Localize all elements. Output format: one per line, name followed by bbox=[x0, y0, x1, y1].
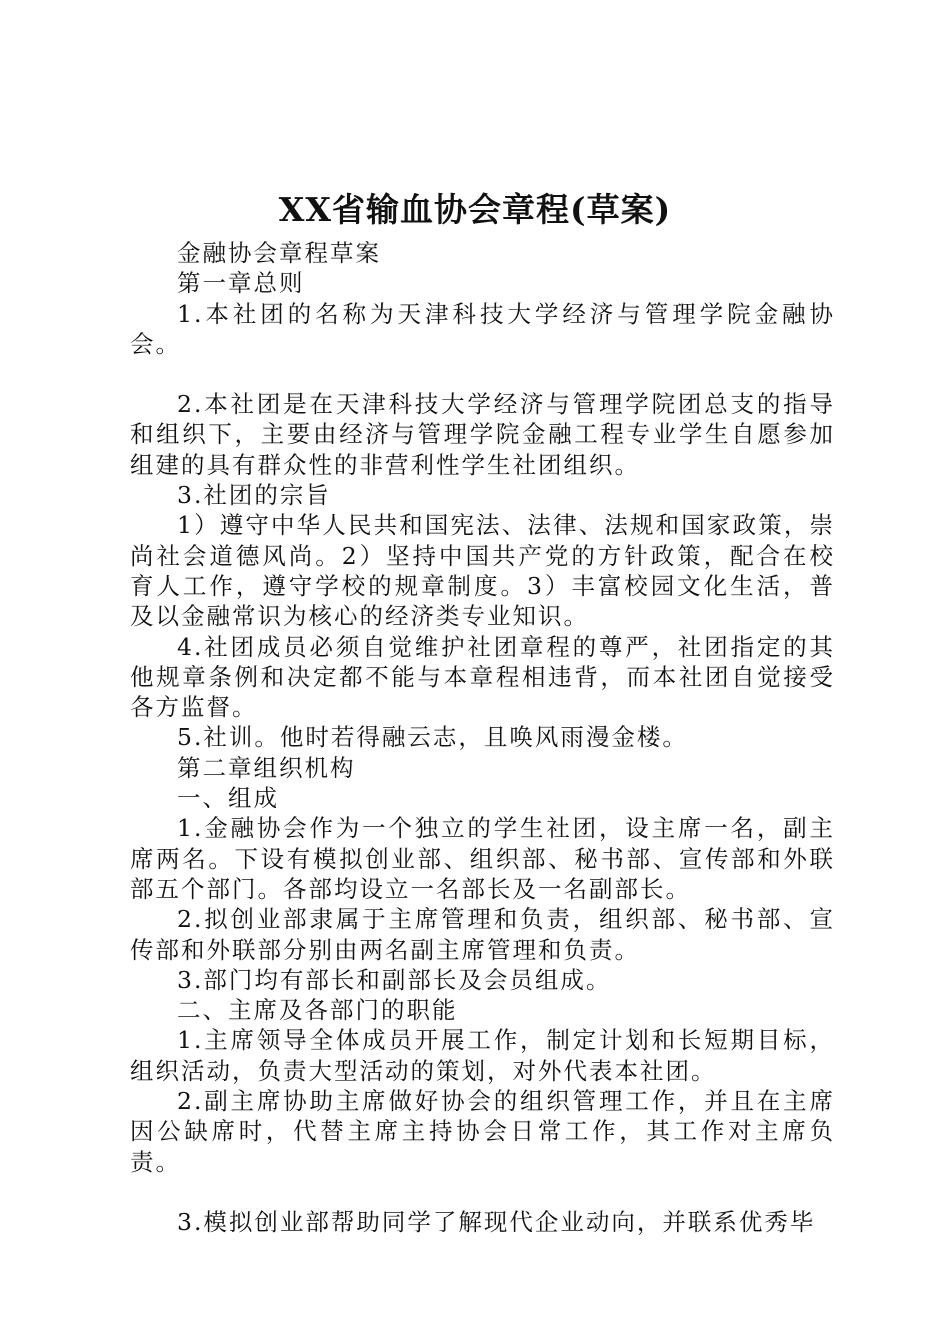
chapter-heading: 第二章组织机构 bbox=[177, 753, 356, 782]
paragraph: 1.主席领导全体成员开展工作，制定计划和长短期目标，组织活动，负责大型活动的策划，对外代表本社团。 bbox=[130, 1026, 835, 1085]
paragraph: 5.社训。他时若得融云志，且唤风雨漫金楼。 bbox=[177, 723, 688, 752]
blank-line bbox=[130, 359, 835, 389]
paragraph: 3.模拟创业部帮助同学了解现代企业动向，并联系优秀毕 bbox=[177, 1207, 816, 1236]
paragraph: 1）遵守中华人民共和国宪法、法律、法规和国家政策，崇尚社会道德风尚。2）坚持中国共产党的方针政策，配合在校育人工作，遵守学校的规章制度。3）丰富校园文化生活，普及以金融常识为核心的经济类专业知识。 bbox=[130, 511, 835, 631]
document-body bbox=[130, 238, 835, 1237]
chapter-heading: 第一章总则 bbox=[177, 269, 305, 298]
paragraph: 1.金融协会作为一个独立的学生社团，设主席一名，副主席两名。下设有模拟创业部、组织部、秘书部、宣传部和外联部五个部门。各部均设立一名部长及一名副部长。 bbox=[130, 814, 835, 903]
paragraph: 4.社团成员必须自觉维护社团章程的尊严，社团指定的其他规章条例和决定都不能与本章程相违背，而本社团自觉接受各方监督。 bbox=[130, 632, 835, 722]
section-heading: 二、主席及各部门的职能 bbox=[177, 996, 458, 1025]
document-title: XX省输血协会章程(草案) bbox=[278, 190, 672, 229]
paragraph: 2.副主席协助主席做好协会的组织管理工作，并且在主席因公缺席时，代替主席主持协会日常工作，其工作对主席负责。 bbox=[130, 1087, 835, 1176]
section-heading: 一、组成 bbox=[177, 784, 279, 813]
paragraph: 3.部门均有部长和副部长及会员组成。 bbox=[177, 965, 612, 994]
paragraph: 2.本社团是在天津科技大学经济与管理学院团总支的指导和组织下，主要由经济与管理学院金融工程专业学生自愿参加组建的具有群众性的非营利性学生社团组织。 bbox=[130, 390, 835, 479]
blank-line bbox=[130, 1177, 835, 1207]
paragraph: 2.拟创业部隶属于主席管理和负责，组织部、秘书部、宣传部和外联部分别由两名副主席管理和负责。 bbox=[130, 905, 835, 964]
paragraph: 金融协会章程草案 bbox=[177, 239, 381, 267]
paragraph: 1.本社团的名称为天津科技大学经济与管理学院金融协会。 bbox=[130, 299, 835, 358]
paragraph: 3.社团的宗旨 bbox=[177, 481, 331, 510]
